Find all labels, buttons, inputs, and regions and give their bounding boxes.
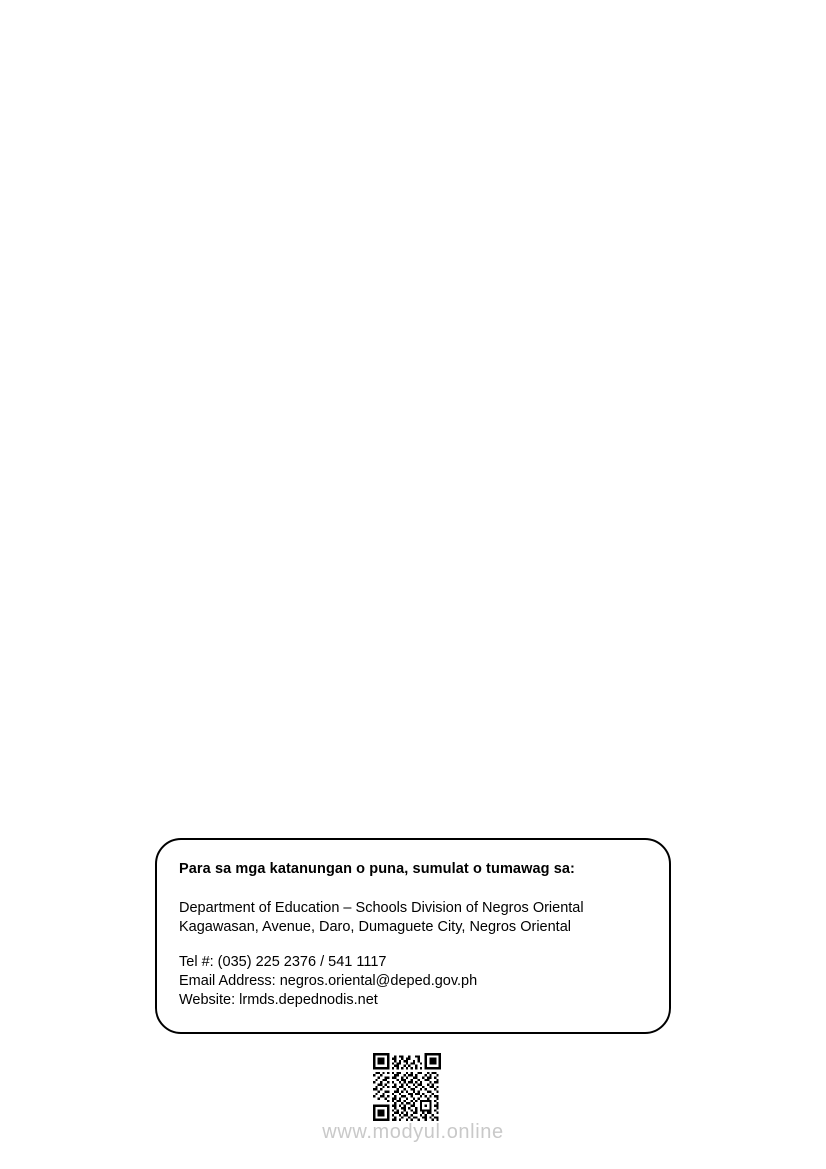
address-line-2: Kagawasan, Avenue, Daro, Dumaguete City, Negros Oriental [179, 918, 571, 935]
address-line-1: Department of Education – Schools Division of Negros Oriental [179, 899, 584, 916]
address-block [179, 899, 651, 937]
website-line: Website: lrmds.depednodis.net [179, 991, 378, 1008]
telephone-line: Tel #: (035) 225 2376 / 541 1117 [179, 953, 387, 970]
contact-details-block [179, 953, 651, 1010]
contact-info-box [155, 838, 671, 1034]
email-line: Email Address: negros.oriental@deped.gov.ph [179, 972, 478, 989]
qr-code-icon [373, 1053, 441, 1121]
contact-info-content [179, 860, 651, 1010]
watermark-text: www.modyul.online [322, 1121, 504, 1143]
contact-heading: Para sa mga katanungan o puna, sumulat o tumawag sa: [179, 861, 575, 877]
